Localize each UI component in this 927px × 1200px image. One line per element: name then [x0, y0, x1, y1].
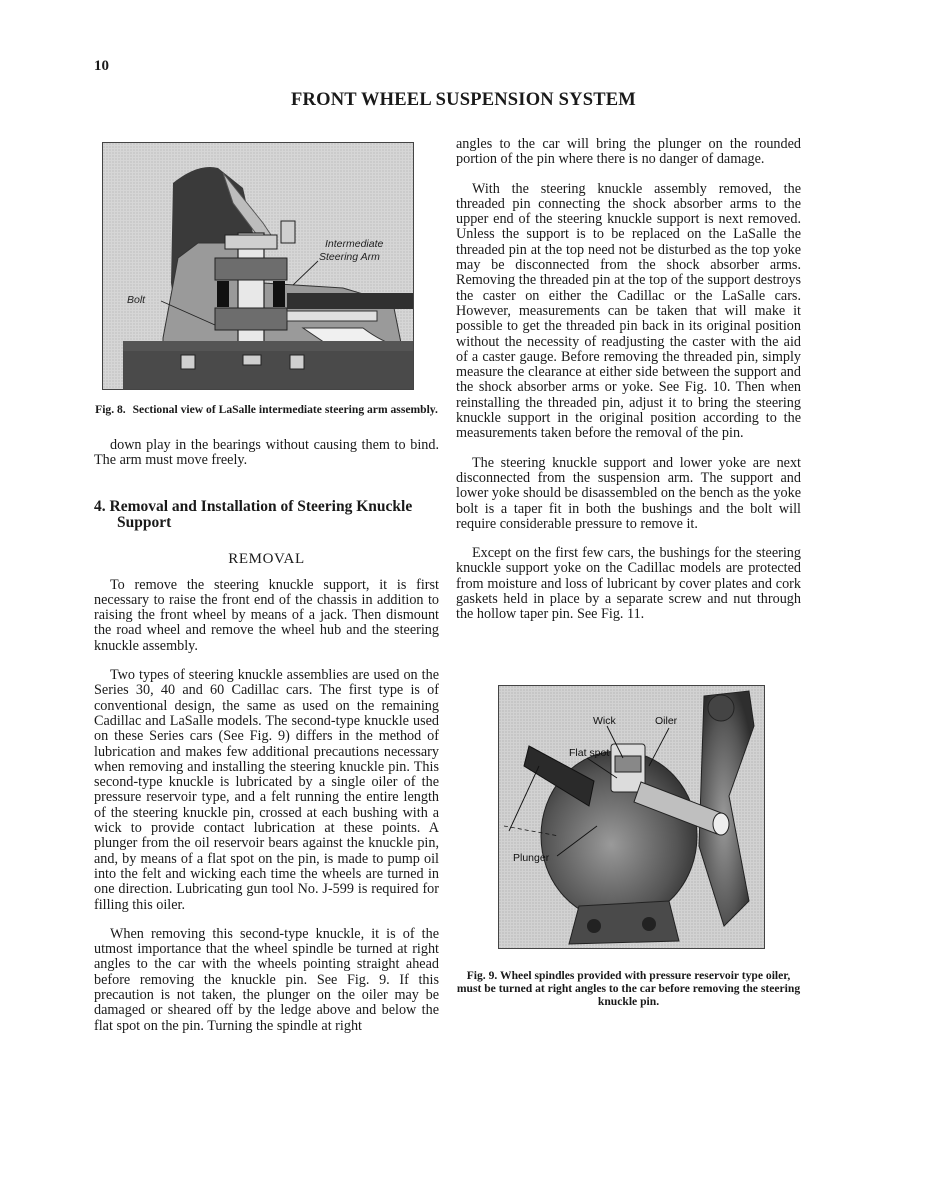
paragraph-removal-2: Two types of steering knuckle assemblies are used on the Series 30, 40 and 60 Cadillac cars. The first type is of conventional design, the same as used on the remaining Cadillac and LaSalle models. The second-type knuckle used on these Series cars (See Fig. 9) differs in the method of lubrication and makes few additional precautions necessary when removing and installing the steering knuckle pin. This second-type knuckle is lubricated by a single oiler of the pressure reservoir type, and a felt running the entire length of the steering knuckle pin, crossed at each bushing with a wick to provide contact lubrication at these points. A plunger from the oil reservoir bears against the knuckle pin, and, by means of a flat spot on the pin, is made to pump oil into the felt and wicking each time the wheels are turned in one direction. Lubricating gun tool No. J-599 is required for filling this oiler. [94, 667, 439, 913]
figure-8-caption-text: Sectional view of LaSalle intermediate steering arm assembly. [132, 403, 438, 416]
paragraph-right-3: The steering knuckle support and lower yoke are next disconnected from the suspension arm. The support and lower yoke should be disassembled on the bench as the yoke bolt is a taper fit in both the bushings and the bolt will require considerable pressure to remove it. [456, 454, 801, 532]
fig9-label-oiler: Oiler [655, 714, 678, 727]
sub-heading-removal: REMOVAL [228, 550, 305, 567]
figure-8-drawing [103, 143, 413, 389]
fig9-label-wick: Wick [593, 714, 616, 727]
paragraph-continuation: down play in the bearings without causing them to bind. The arm must move freely. [94, 437, 439, 469]
figure-9-caption-text: Wheel spindles provided with pressure reservoir type oiler, must be turned at right angles to the car before removing the steering knuckle pin. [456, 968, 801, 1008]
right-column [456, 137, 801, 1008]
figure-9-drawing [499, 686, 764, 948]
paragraph-removal-3: When removing this second-type knuckle, it is of the utmost importance that the wheel spindle be turned at right angles to the car with the wheels pointing straight ahead before removing the knuckle pin. See Fig. 9. If this precaution is not taken, the plunger on the oiler may be damaged or sheared off by the ledge above and below the flat spot on the pin. Turning the spindle at right [94, 925, 439, 1034]
paragraph-right-1: angles to the car will bring the plunger on the rounded portion of the pin where there is no danger of damage. [456, 136, 801, 168]
page-number: 10 [94, 58, 109, 74]
fig8-label-intermediate-2: Steering Arm [319, 251, 380, 263]
paragraph-removal-1: To remove the steering knuckle support, it is first necessary to raise the front end of the chassis in addition to raising the front wheel by means of a jack. Then dismount the road wheel and remove the wheel hub and the steering knuckle assembly. [94, 576, 439, 654]
left-column [94, 142, 439, 1034]
figure-9-caption [456, 969, 801, 1008]
figure-8-caption-label: Fig. 8. [95, 403, 126, 416]
fig8-label-bolt: Bolt [127, 294, 146, 306]
fig9-label-plunger: Plunger [513, 851, 550, 864]
paragraph-right-4: Except on the first few cars, the bushings for the steering knuckle support yoke on the Cadillac models are protected from moisture and loss of lubricant by cover plates and cork gaskets held in place by a separate screw and nut through the hollow taper pin. See Fig. 11. [456, 545, 801, 623]
figure-8-caption [94, 403, 439, 416]
figure-8-image [102, 142, 414, 390]
page-title: FRONT WHEEL SUSPENSION SYSTEM [291, 90, 636, 110]
fig8-label-intermediate-1: Intermediate [325, 238, 384, 250]
fig9-label-flat-spot: Flat spot [569, 746, 610, 759]
paragraph-right-2: With the steering knuckle assembly removed, the threaded pin connecting the shock absorber arms to the upper end of the steering knuckle support is next removed. Unless the support is to be replaced on the LaSalle the threaded pin at the top need not be disturbed as the top yoke may be disconnected from the shock absorber arms. Removing the threaded pin at the top of the support destroys the caster on either the Cadillac or the LaSalle cars. However, measurements can be taken that will make it possible to get the threaded pin back in its original position without the necessity of readjusting the caster with the aid of a caster gauge. Before removing the threaded pin, simply measure the clearance at either side between the support and the shock absorber arms or yoke. See Fig. 10. Then when reinstalling the threaded pin, adjust it to bring the steering knuckle support in the original position according to the measurements taken before the removal of the pin. [456, 180, 801, 442]
figure-9-image [498, 685, 765, 949]
figure-9-caption-label: Fig. 9. [466, 968, 498, 982]
section-heading: 4. Removal and Installation of Steering Knuckle Support [94, 497, 413, 531]
